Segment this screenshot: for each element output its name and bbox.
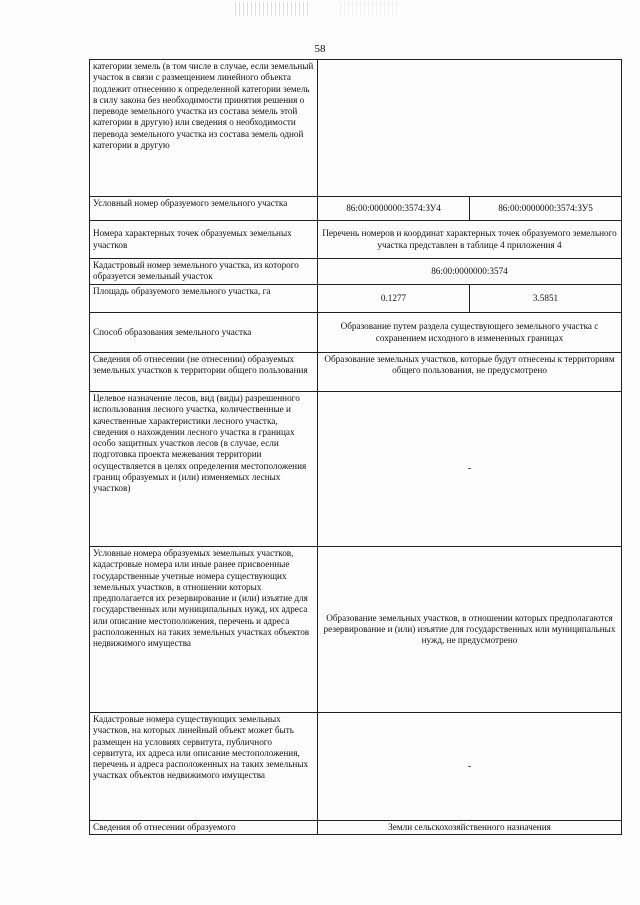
area-zu4: 0.1277 xyxy=(318,285,470,313)
row-value-formation-method: Образование путем раздела существующего земельного участка с сохранением исходного в измененных границах xyxy=(318,313,622,353)
table-row xyxy=(90,285,622,313)
row-label-public-territory: Сведения об отнесении (не отнесении) образуемых земельных участков к территории общего пользования xyxy=(90,353,318,392)
row-value-forest-purpose: - xyxy=(318,392,622,547)
row-label-servitude-plots: Кадастровые номера существующих земельных участков, на которых линейный объект может быть размещен на условиях сервитута, публичного сервитута, их адреса или описание местоположения, перечень и адреса расположенных на таких земельных участках объектов недвижимого имущества xyxy=(90,713,318,821)
row-value-characteristic-points: Перечень номеров и координат характерных точек образуемого земельного участка представлен в таблице 4 приложения 4 xyxy=(318,221,622,259)
row-value-source-cadastral-number: 86:00:0000000:3574 xyxy=(318,259,622,285)
area-zu5: 3.5851 xyxy=(470,285,622,313)
conditional-number-zu5: 86:00:0000000:3574:ЗУ5 xyxy=(470,197,622,221)
table-row xyxy=(90,221,622,259)
row-label-land-category: категории земель (в том числе в случае, если земельный участок в связи с размещением линейного объекта подлежит отнесению к определенной категории земель в силу закона без необходимости принятия решения о переводе земельного участка из состава земель этой категории в другую) или сведения о необходимости перевода земельного участка из состава земель одной категории в другую xyxy=(90,60,318,197)
row-value-servitude-plots: - xyxy=(318,713,622,821)
row-label-forest-purpose: Целевое назначение лесов, вид (виды) разрешенного использования лесного участка, количественные и качественные характеристики лесного участка, сведения о нахождении лесного участка в границах особо защитных участков лесов (в случае, если подготовка проекта межевания территории осуществляется в целях определения местоположения границ образуемых и (или) изменяемых лесных участков) xyxy=(90,392,318,547)
table-row xyxy=(90,259,622,285)
table-row xyxy=(90,197,622,221)
scan-noise-top xyxy=(235,2,310,16)
row-label-category-assignment: Сведения об отнесении образуемого xyxy=(90,821,318,835)
table-row xyxy=(90,313,622,353)
land-plot-table xyxy=(89,59,622,835)
row-label-characteristic-points: Номера характерных точек образуемых земельных участков xyxy=(90,221,318,259)
row-value-category-assignment: Земли сельскохозяйственного назначения xyxy=(318,821,622,835)
row-label-area: Площадь образуемого земельного участка, га xyxy=(90,285,318,313)
row-value-public-territory: Образование земельных участков, которые будут отнесены к территориям общего пользования, не предусмотрено xyxy=(318,353,622,392)
row-label-reservation-seizure: Условные номера образуемых земельных участков, кадастровые номера или иные ранее присвоенные государственные учетные номера существующих земельных участков, в отношении которых предполагается их резервирование и (или) изъятие для государственных или муниципальных нужд, их адреса или описание местоположения, перечень и адреса расположенных на таких земельных участках объектов недвижимого имущества xyxy=(90,547,318,713)
table-row xyxy=(90,60,622,197)
table-row xyxy=(90,392,622,547)
row-value-land-category xyxy=(318,60,622,197)
conditional-number-zu4: 86:00:0000000:3574:ЗУ4 xyxy=(318,197,470,221)
row-value-reservation-seizure: Образование земельных участков, в отношении которых предполагаются резервирование и (или) изъятие для государственных или муниципальных нужд, не предусмотрено xyxy=(318,547,622,713)
row-label-formation-method: Способ образования земельного участка xyxy=(90,313,318,353)
row-label-conditional-number: Условный номер образуемого земельного участка xyxy=(90,197,318,221)
row-label-source-cadastral-number: Кадастровый номер земельного участка, из которого образуется земельный участок xyxy=(90,259,318,285)
table-row xyxy=(90,353,622,392)
table-row xyxy=(90,821,622,835)
table-row xyxy=(90,713,622,821)
page-number: 58 xyxy=(314,43,326,55)
scan-noise-top-right xyxy=(340,2,400,16)
table-row xyxy=(90,547,622,713)
